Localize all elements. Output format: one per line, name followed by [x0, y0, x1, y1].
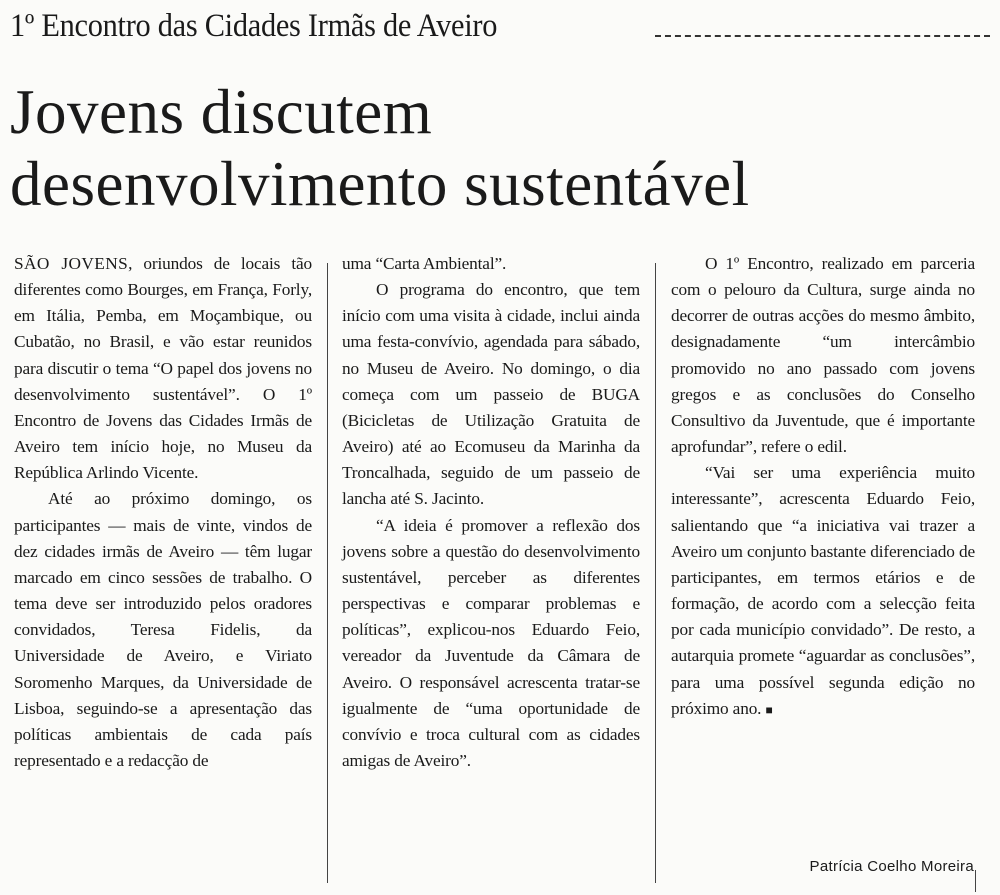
column2-paragraph-3: “A ideia é promover a reflexão dos jovens sobre a questão do desenvolvimento sustentável, perceber as diferentes perspectivas e comparar problemas e políticas”, explicou-nos Eduardo Feio, vereador da Juventude da Câmara de Aveiro. O responsável acrescenta tratar-se igualmente de “uma oportunidade de convívio e troca cultural com as cidades amigas de Aveiro”. [342, 515, 640, 770]
column2-paragraph-1: uma “Carta Ambiental”. [342, 254, 507, 273]
end-mark-icon: ■ [765, 702, 773, 717]
kicker-text: 1º Encontro das Cidades Irmãs de Aveiro [10, 8, 498, 44]
column3-paragraph-2-text: “Vai ser uma experiência muito interessante”, acrescenta Eduardo Feio, salientando que “a iniciativa vai trazer a Aveiro um conjunto bastante diferenciado de participantes, em termos etários e de formação, de acordo com a selecção feita por cada município convidado”. De resto, a autarquia promete “aguardar as conclusões”, para uma possível segunda edição no próximo ano. [671, 463, 975, 718]
kicker [10, 6, 990, 46]
column3-paragraph-1: O 1º Encontro, realizado em parceria com o pelouro da Cultura, surge ainda no decorrer de outras acções do mesmo âmbito, designadamente “um intercâmbio promovido no ano passado com jovens gregos e as conclusões do Conselho Consultivo da Juventude, que é importante aprofundar”, refere o edil. [671, 254, 975, 457]
article-column-2 [342, 251, 640, 774]
column1-paragraph-1-text: , oriundos de locais tão diferentes como Bourges, em França, Forly, em Itália, Pemba, em Moçambique, ou Cubatão, no Brasil, e vão estar reunidos para discutir o tema “O papel dos jovens no desenvolvimento sustentável”. O 1º Encontro de Jovens das Cidades Irmãs de Aveiro tem início hoje, no Museu da República Arlindo Vicente. [14, 254, 312, 483]
headline-line-2: desenvolvimento sustentável [10, 149, 750, 219]
kicker-dashed-rule [655, 35, 990, 37]
column3-paragraph-2 [671, 460, 975, 723]
article-column-3 [671, 251, 975, 723]
byline: Patrícia Coelho Moreira [809, 858, 974, 875]
column2-paragraph-2: O programa do encontro, que tem início com uma visita à cidade, inclui ainda uma festa-convívio, agendada para sábado, no Museu de Aveiro. No domingo, o dia começa com um passeio de BUGA (Bicicletas de Utilização Gratuita de Aveiro) até ao Ecomuseu da Marinha da Troncalhada, seguido de um passeio de lancha até S. Jacinto. [342, 280, 640, 509]
article-column-1 [14, 251, 312, 774]
headline [10, 76, 910, 220]
column-divider-2 [655, 263, 656, 883]
column-divider-1 [327, 263, 328, 883]
headline-line-1: Jovens discutem [10, 77, 433, 147]
column-divider-3 [975, 870, 976, 892]
column1-paragraph-1 [14, 251, 312, 486]
lead-in: SÃO JOVENS [14, 254, 129, 273]
column1-paragraph-2: Até ao próximo domingo, os participantes — mais de vinte, vindos de dez cidades irmãs de Aveiro — têm lugar marcado em cinco sessões de trabalho. O tema deve ser introduzido pelos oradores convidados, Teresa Fidelis, da Universidade de Aveiro, e Viriato Soromenho Marques, da Universidade de Lisboa, seguindo-se a apresentação das políticas ambientais de cada país representado e a redacção de [14, 489, 312, 770]
